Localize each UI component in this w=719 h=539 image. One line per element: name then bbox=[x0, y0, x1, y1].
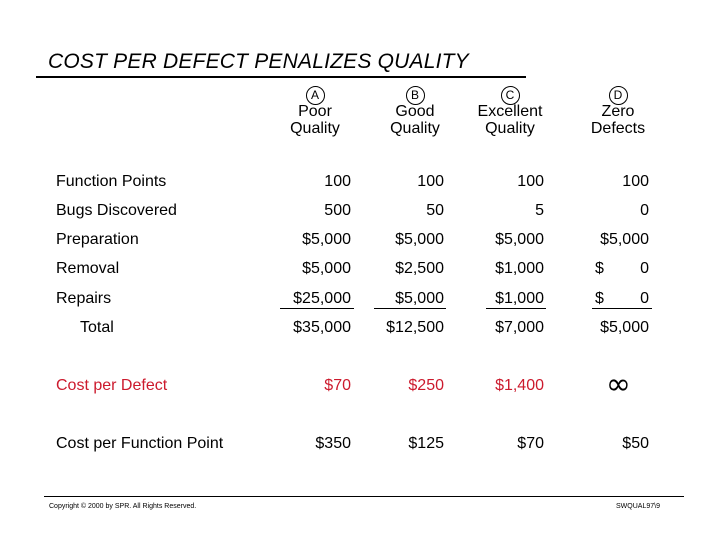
cell-cost-per-defect-c: $1,400 bbox=[495, 377, 544, 394]
cell-total-a: $35,000 bbox=[293, 319, 351, 336]
infinity-icon: ∞ bbox=[606, 367, 631, 402]
total-rule-b bbox=[374, 308, 446, 309]
copyright-notice: Copyright © 2000 by SPR. All Rights Reserved. bbox=[49, 503, 197, 510]
cell-bugs-discovered-d: 0 bbox=[640, 202, 649, 219]
cell-preparation-a: $5,000 bbox=[302, 231, 351, 248]
cell-cost-per-fp-a: $350 bbox=[315, 435, 351, 452]
cell-removal-d-symbol: $ bbox=[595, 260, 604, 277]
column-header-a bbox=[260, 86, 370, 139]
column-letter-d: D bbox=[609, 86, 628, 105]
cell-repairs-d-symbol: $ bbox=[595, 290, 604, 307]
cell-cost-per-fp-d: $50 bbox=[622, 435, 649, 452]
cell-preparation-b: $5,000 bbox=[395, 231, 444, 248]
row-label-preparation: Preparation bbox=[56, 231, 139, 248]
cell-removal-a: $5,000 bbox=[302, 260, 351, 277]
row-label-cost-per-defect: Cost per Defect bbox=[56, 377, 168, 394]
row-label-total: Total bbox=[80, 319, 114, 336]
footer-rule bbox=[44, 496, 684, 497]
column-name-b-line1: Good bbox=[395, 103, 435, 120]
cell-bugs-discovered-c: 5 bbox=[535, 202, 544, 219]
column-letter-c: C bbox=[501, 86, 520, 105]
column-name-c-line1: Excellent bbox=[477, 103, 543, 120]
row-label-removal: Removal bbox=[56, 260, 120, 277]
title-underline bbox=[36, 76, 526, 78]
cell-function-points-b: 100 bbox=[417, 173, 444, 190]
cell-repairs-d-value: 0 bbox=[640, 290, 649, 307]
column-header-c bbox=[455, 86, 565, 139]
column-name-a-line1: Poor bbox=[298, 103, 332, 120]
column-name-c-line2: Quality bbox=[485, 120, 535, 137]
cell-total-d: $5,000 bbox=[600, 319, 649, 336]
cell-preparation-d: $5,000 bbox=[600, 231, 649, 248]
total-rule-a bbox=[280, 308, 354, 309]
column-letter-a: A bbox=[306, 86, 325, 105]
page-title: COST PER DEFECT PENALIZES QUALITY bbox=[48, 50, 469, 73]
column-name-a-line2: Quality bbox=[290, 120, 340, 137]
slide-code: SWQUAL97\9 bbox=[616, 503, 660, 510]
cell-bugs-discovered-b: 50 bbox=[426, 202, 444, 219]
cell-repairs-a: $25,000 bbox=[293, 290, 351, 307]
cell-cost-per-defect-a: $70 bbox=[324, 377, 351, 394]
cell-total-b: $12,500 bbox=[386, 319, 444, 336]
cell-cost-per-defect-b: $250 bbox=[408, 377, 444, 394]
row-label-repairs: Repairs bbox=[56, 290, 112, 307]
column-letter-b: B bbox=[406, 86, 425, 105]
cell-bugs-discovered-a: 500 bbox=[324, 202, 351, 219]
cell-cost-per-fp-b: $125 bbox=[408, 435, 444, 452]
cell-function-points-d: 100 bbox=[622, 173, 649, 190]
column-name-d-line1: Zero bbox=[601, 103, 635, 120]
cell-function-points-c: 100 bbox=[517, 173, 544, 190]
row-label-cost-per-function-point: Cost per Function Point bbox=[56, 435, 224, 452]
column-header-b bbox=[360, 86, 470, 139]
cell-preparation-c: $5,000 bbox=[495, 231, 544, 248]
column-name-b-line2: Quality bbox=[390, 120, 440, 137]
row-label-function-points: Function Points bbox=[56, 173, 167, 190]
row-label-bugs-discovered: Bugs Discovered bbox=[56, 202, 177, 219]
total-rule-c bbox=[486, 308, 546, 309]
cell-repairs-c: $1,000 bbox=[495, 290, 544, 307]
cell-function-points-a: 100 bbox=[324, 173, 351, 190]
column-header-d bbox=[563, 86, 673, 139]
cell-removal-d-value: 0 bbox=[640, 260, 649, 277]
cell-cost-per-fp-c: $70 bbox=[517, 435, 544, 452]
column-name-d-line2: Defects bbox=[590, 120, 646, 137]
total-rule-d bbox=[592, 308, 652, 309]
cell-repairs-b: $5,000 bbox=[395, 290, 444, 307]
cell-removal-c: $1,000 bbox=[495, 260, 544, 277]
cell-removal-b: $2,500 bbox=[395, 260, 444, 277]
cell-total-c: $7,000 bbox=[495, 319, 544, 336]
